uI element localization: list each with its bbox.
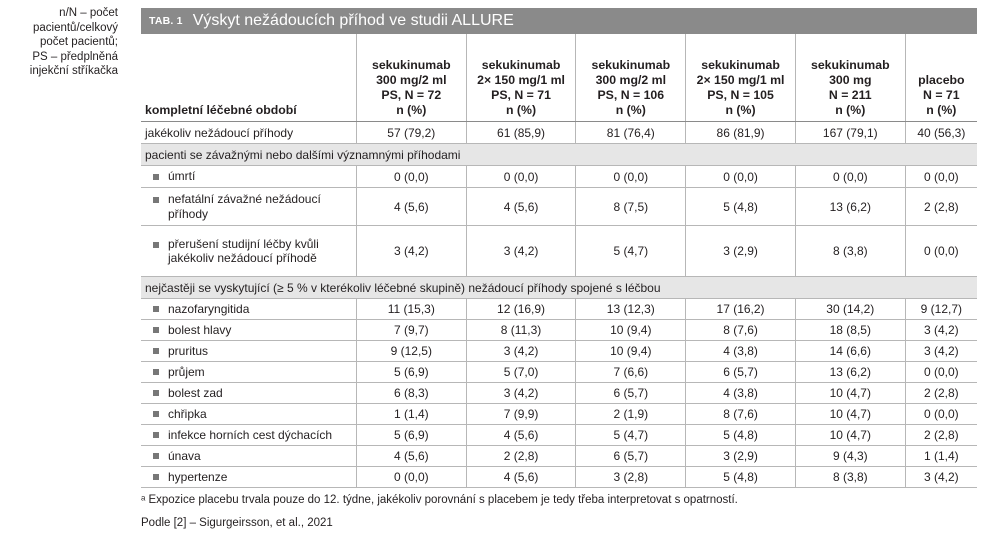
source-citation: Podle [2] – Sigurgeirsson, et al., 2021 — [141, 517, 333, 529]
row-label: chřipka — [168, 407, 207, 421]
table-row — [141, 467, 977, 488]
table-title: Výskyt nežádoucích příhod ve studii ALLURE — [192, 12, 514, 29]
cell: 0 (0,0) — [795, 166, 905, 188]
table-row — [141, 166, 977, 188]
cell: 4 (5,6) — [356, 188, 466, 226]
cell: 5 (6,9) — [356, 362, 466, 383]
row-label: jakékoliv nežádoucí příhody — [141, 122, 356, 144]
cell: 0 (0,0) — [905, 166, 977, 188]
cell: 7 (6,6) — [576, 362, 686, 383]
header-row — [141, 34, 977, 122]
cell: 11 (15,3) — [356, 299, 466, 320]
table-row — [141, 341, 977, 362]
cell: 61 (85,9) — [466, 122, 576, 144]
cell: 0 (0,0) — [905, 226, 977, 277]
cell: 167 (79,1) — [795, 122, 905, 144]
header-col-placebo: placebo N = 71 n (%) — [905, 34, 977, 122]
cell: 8 (7,6) — [686, 320, 796, 341]
square-bullet-icon — [153, 432, 159, 438]
footnote: ᵃ Expozice placebu trvala pouze do 12. týdne, jakékoliv porovnání s placebem je tedy třeba interpretovat s opatrností. — [141, 494, 738, 506]
square-bullet-icon — [153, 453, 159, 459]
cell: 86 (81,9) — [686, 122, 796, 144]
row-label: infekce horních cest dýchacích — [168, 428, 333, 442]
cell: 7 (9,9) — [466, 404, 576, 425]
cell: 0 (0,0) — [466, 166, 576, 188]
row-label: bolest hlavy — [168, 323, 232, 337]
table-row — [141, 299, 977, 320]
row-label: bolest zad — [168, 386, 223, 400]
row-label: hypertenze — [168, 470, 228, 484]
cell: 3 (2,9) — [686, 226, 796, 277]
cell: 30 (14,2) — [795, 299, 905, 320]
row-label-cell — [141, 446, 356, 467]
table-row — [141, 425, 977, 446]
cell: 14 (6,6) — [795, 341, 905, 362]
cell: 8 (3,8) — [795, 467, 905, 488]
cell: 6 (5,7) — [576, 383, 686, 404]
cell: 6 (5,7) — [576, 446, 686, 467]
square-bullet-icon — [153, 411, 159, 417]
table-title-bar — [141, 8, 977, 34]
section-header-serious — [141, 144, 977, 166]
row-label-cell — [141, 362, 356, 383]
cell: 3 (4,2) — [356, 226, 466, 277]
row-label-cell — [141, 467, 356, 488]
cell: 8 (7,5) — [576, 188, 686, 226]
cell: 8 (3,8) — [795, 226, 905, 277]
cell: 12 (16,9) — [466, 299, 576, 320]
cell: 3 (4,2) — [466, 226, 576, 277]
cell: 17 (16,2) — [686, 299, 796, 320]
cell: 0 (0,0) — [356, 166, 466, 188]
table-tag: TAB. 1 — [149, 15, 183, 27]
cell: 5 (4,8) — [686, 425, 796, 446]
cell: 2 (2,8) — [466, 446, 576, 467]
table-row — [141, 446, 977, 467]
cell: 3 (2,8) — [576, 467, 686, 488]
cell: 57 (79,2) — [356, 122, 466, 144]
row-label-cell — [141, 188, 356, 226]
cell: 9 (12,7) — [905, 299, 977, 320]
cell: 2 (2,8) — [905, 383, 977, 404]
cell: 4 (3,8) — [686, 383, 796, 404]
cell: 13 (12,3) — [576, 299, 686, 320]
cell: 7 (9,7) — [356, 320, 466, 341]
cell: 2 (2,8) — [905, 188, 977, 226]
cell: 0 (0,0) — [905, 404, 977, 425]
square-bullet-icon — [153, 306, 159, 312]
square-bullet-icon — [153, 390, 159, 396]
table-row — [141, 226, 977, 277]
section-title: pacienti se závažnými nebo dalšími významnými příhodami — [141, 144, 977, 166]
cell: 4 (3,8) — [686, 341, 796, 362]
row-label: pruritus — [168, 344, 209, 358]
row-label-cell — [141, 299, 356, 320]
cell: 0 (0,0) — [686, 166, 796, 188]
square-bullet-icon — [153, 348, 159, 354]
table-row — [141, 188, 977, 226]
table-row-any-ae — [141, 122, 977, 144]
cell: 0 (0,0) — [576, 166, 686, 188]
cell: 3 (2,9) — [686, 446, 796, 467]
square-bullet-icon — [153, 174, 159, 180]
square-bullet-icon — [153, 474, 159, 480]
section-title: nejčastěji se vyskytující (≥ 5 % v kterékoliv léčebné skupině) nežádoucí příhody spojené s léčbou — [141, 277, 977, 299]
cell: 9 (4,3) — [795, 446, 905, 467]
table-row — [141, 362, 977, 383]
header-period: kompletní léčebné období — [141, 34, 356, 122]
cell: 5 (4,7) — [576, 226, 686, 277]
cell: 3 (4,2) — [905, 341, 977, 362]
header-col-4: sekukinumab 2× 150 mg/1 ml PS, N = 105 n (%) — [686, 34, 796, 122]
cell: 81 (76,4) — [576, 122, 686, 144]
cell: 3 (4,2) — [905, 467, 977, 488]
cell: 5 (4,8) — [686, 188, 796, 226]
cell: 13 (6,2) — [795, 188, 905, 226]
header-col-3: sekukinumab 300 mg/2 ml PS, N = 106 n (%) — [576, 34, 686, 122]
table-row — [141, 320, 977, 341]
table-row — [141, 383, 977, 404]
adverse-events-table — [141, 34, 977, 488]
cell: 1 (1,4) — [905, 446, 977, 467]
cell: 0 (0,0) — [905, 362, 977, 383]
square-bullet-icon — [153, 242, 159, 248]
row-label: nazofaryngitida — [168, 302, 250, 316]
row-label-cell — [141, 320, 356, 341]
table-panel — [141, 8, 977, 488]
row-label-cell — [141, 425, 356, 446]
header-col-5: sekukinumab 300 mg N = 211 n (%) — [795, 34, 905, 122]
cell: 4 (5,6) — [466, 425, 576, 446]
abbreviation-note: n/N – počet pacientů/celkový počet pacientů; PS – předplněná injekční stříkačka — [29, 7, 118, 77]
cell: 6 (8,3) — [356, 383, 466, 404]
square-bullet-icon — [153, 197, 159, 203]
cell: 6 (5,7) — [686, 362, 796, 383]
row-label: únava — [168, 449, 201, 463]
cell: 4 (5,6) — [466, 467, 576, 488]
cell: 10 (4,7) — [795, 425, 905, 446]
cell: 3 (4,2) — [466, 383, 576, 404]
row-label-cell — [141, 383, 356, 404]
section-header-common — [141, 277, 977, 299]
row-label-cell — [141, 404, 356, 425]
cell: 10 (9,4) — [576, 341, 686, 362]
header-col-1: sekukinumab 300 mg/2 ml PS, N = 72 n (%) — [356, 34, 466, 122]
row-label-cell — [141, 166, 356, 188]
cell: 5 (4,8) — [686, 467, 796, 488]
cell: 4 (5,6) — [356, 446, 466, 467]
cell: 3 (4,2) — [905, 320, 977, 341]
cell: 5 (6,9) — [356, 425, 466, 446]
cell: 8 (11,3) — [466, 320, 576, 341]
cell: 5 (4,7) — [576, 425, 686, 446]
row-label: průjem — [168, 365, 205, 379]
square-bullet-icon — [153, 327, 159, 333]
row-label-cell — [141, 226, 356, 277]
cell: 5 (7,0) — [466, 362, 576, 383]
cell: 13 (6,2) — [795, 362, 905, 383]
cell: 1 (1,4) — [356, 404, 466, 425]
row-label: úmrtí — [168, 169, 196, 184]
cell: 10 (4,7) — [795, 404, 905, 425]
cell: 4 (5,6) — [466, 188, 576, 226]
cell: 2 (1,9) — [576, 404, 686, 425]
cell: 18 (8,5) — [795, 320, 905, 341]
row-label: nefatální závažné nežádoucí příhody — [168, 192, 321, 221]
cell: 9 (12,5) — [356, 341, 466, 362]
cell: 10 (9,4) — [576, 320, 686, 341]
cell: 0 (0,0) — [356, 467, 466, 488]
cell: 2 (2,8) — [905, 425, 977, 446]
cell: 8 (7,6) — [686, 404, 796, 425]
cell: 3 (4,2) — [466, 341, 576, 362]
row-label-cell — [141, 341, 356, 362]
table-row — [141, 404, 977, 425]
square-bullet-icon — [153, 369, 159, 375]
cell: 40 (56,3) — [905, 122, 977, 144]
row-label: přerušení studijní léčby kvůli jakékoliv nežádoucí příhodě — [168, 236, 319, 265]
cell: 10 (4,7) — [795, 383, 905, 404]
header-col-2: sekukinumab 2× 150 mg/1 ml PS, N = 71 n (%) — [466, 34, 576, 122]
